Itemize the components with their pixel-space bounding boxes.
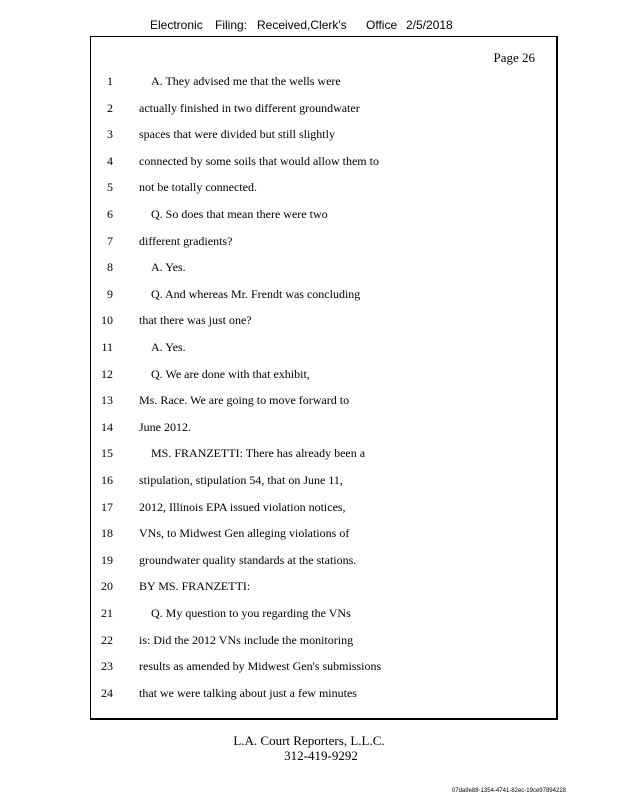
transcript-line (91, 686, 557, 704)
document-id: 07da9e88-1354-4741-82ec-19ce97894228 (451, 788, 566, 794)
transcript-line (91, 446, 557, 464)
line-text: Q. My question to you regarding the VNs (151, 606, 351, 620)
page-number: Page 26 (493, 50, 535, 65)
line-number: 23 (101, 659, 113, 674)
line-text: Q. So does that mean there were two (151, 207, 328, 221)
transcript-line (91, 207, 557, 225)
line-text: A. Yes. (151, 340, 186, 354)
transcript-line (91, 473, 557, 491)
line-number: 9 (107, 286, 113, 301)
transcript-page (90, 36, 558, 720)
line-text: connected by some soils that would allow them to (139, 153, 379, 168)
transcript-line (91, 367, 557, 385)
line-text: different gradients? (139, 233, 233, 248)
line-number: 21 (101, 606, 113, 620)
transcript-line (91, 313, 557, 331)
line-number: 4 (107, 153, 113, 168)
line-text: is: Did the 2012 VNs include the monitoring (139, 632, 354, 647)
line-text: MS. FRANZETTI: There has already been a (151, 446, 366, 461)
transcript-line (91, 606, 557, 624)
header-word-received-clerks: Received,Clerk's (257, 18, 347, 32)
line-text: June 2012. (139, 419, 191, 434)
transcript-line (91, 579, 557, 597)
line-number: 16 (101, 473, 113, 487)
line-number: 24 (101, 685, 113, 700)
line-number: 14 (101, 419, 113, 434)
line-number: 7 (107, 233, 113, 248)
line-number: 3 (107, 127, 113, 142)
transcript-line (91, 420, 557, 438)
line-text: not be totally connected. (139, 180, 257, 195)
line-text: Q. We are done with that exhibit, (151, 366, 310, 381)
line-number: 2 (107, 100, 113, 115)
header-word-filing: Filing: (215, 18, 248, 32)
header-date: 2/5/2018 (406, 18, 453, 32)
line-text: groundwater quality standards at the stations. (139, 552, 357, 567)
line-number: 12 (101, 366, 113, 381)
line-text: spaces that were divided but still slightly (139, 127, 335, 142)
transcript-line (91, 101, 557, 119)
transcript-line (91, 287, 557, 305)
line-text: results as amended by Midwest Gen's submissions (139, 659, 382, 674)
line-number: 18 (101, 526, 113, 541)
line-text: actually finished in two different groundwater (139, 100, 360, 115)
line-number: 1 (107, 74, 113, 88)
transcript-line (91, 553, 557, 571)
transcript-line (91, 180, 557, 198)
line-text: A. Yes. (151, 260, 186, 275)
line-number: 17 (101, 499, 113, 514)
line-number: 5 (107, 180, 113, 195)
line-text: Q. And whereas Mr. Frendt was concluding (151, 286, 361, 301)
line-number: 15 (101, 446, 113, 461)
transcript-line (91, 260, 557, 278)
line-text: 2012, Illinois EPA issued violation notices, (139, 499, 346, 514)
transcript-line (91, 74, 557, 92)
line-number: 19 (101, 552, 113, 567)
court-reporter-name: L.A. Court Reporters, L.L.C. (233, 733, 385, 748)
header-word-office: Office (366, 18, 398, 32)
transcript-line (91, 154, 557, 172)
line-number: 20 (101, 579, 113, 594)
transcript-line (91, 659, 557, 677)
filing-stamp-header (0, 18, 618, 36)
transcript-line (91, 127, 557, 145)
line-number: 8 (107, 260, 113, 275)
line-number: 22 (101, 632, 113, 647)
line-number: 10 (101, 313, 113, 328)
line-text: that there was just one? (139, 313, 252, 328)
transcript-line (91, 234, 557, 252)
transcript-line (91, 500, 557, 518)
line-text: that we were talking about just a few minutes (139, 685, 357, 700)
line-text: stipulation, stipulation 54, that on June 11, (139, 473, 343, 487)
transcript-line (91, 633, 557, 651)
page-footer (0, 733, 618, 763)
transcript-line (91, 526, 557, 544)
line-text: BY MS. FRANZETTI: (139, 579, 251, 594)
line-number: 6 (107, 207, 113, 221)
transcript-line (91, 340, 557, 358)
transcript-line (91, 393, 557, 411)
line-text: A. They advised me that the wells were (151, 74, 341, 88)
line-text: Ms. Race. We are going to move forward to (139, 393, 350, 408)
court-reporter-phone: 312-419-9292 (284, 748, 358, 763)
header-word-electronic: Electronic (150, 18, 203, 32)
line-number: 11 (101, 340, 113, 354)
line-number: 13 (101, 393, 113, 408)
line-text: VNs, to Midwest Gen alleging violations of (139, 526, 350, 541)
